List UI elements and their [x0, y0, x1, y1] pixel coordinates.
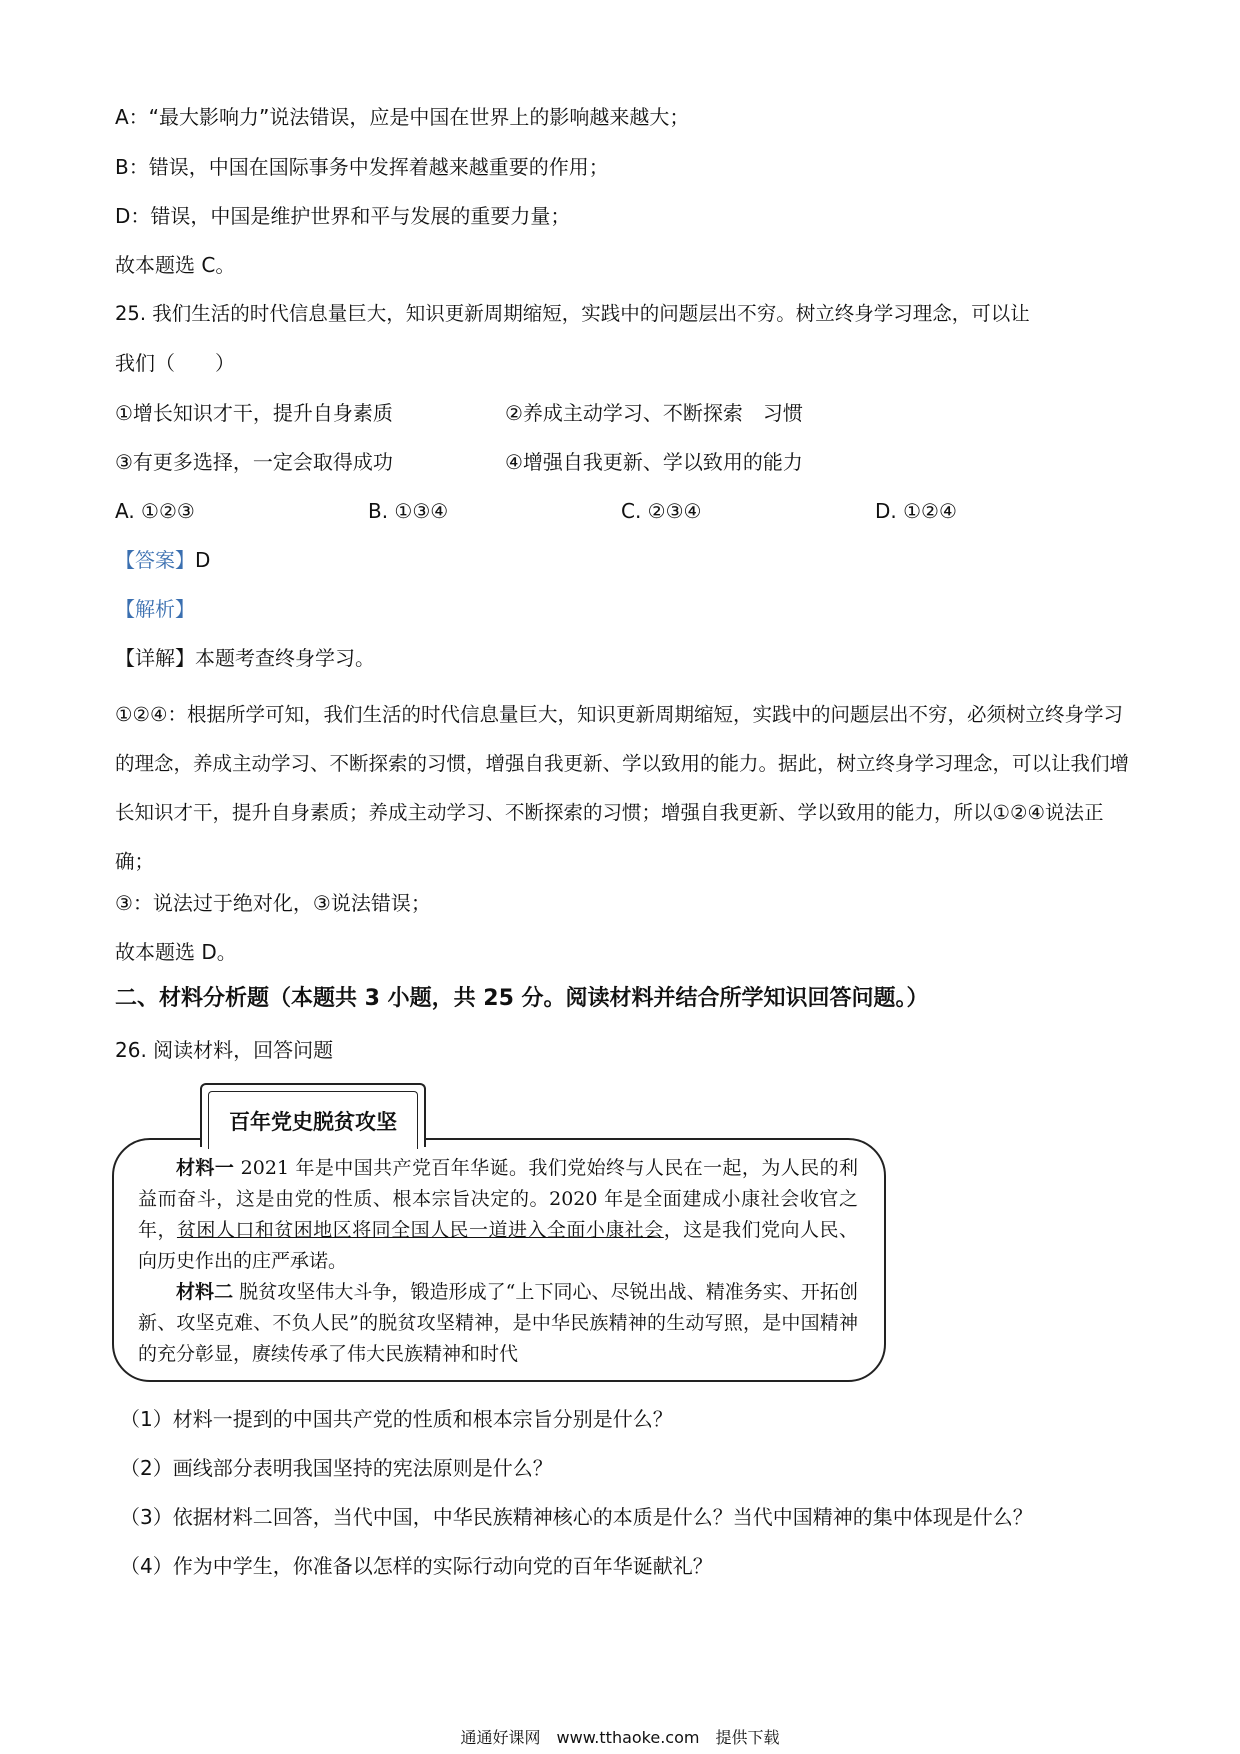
wrong-item-line: ③：说法过于绝对化，③说法错误； — [115, 891, 431, 915]
q25-option-a: A. ①②③ — [115, 499, 195, 523]
material-box-title: 百年党史脱贫攻坚 — [208, 1091, 418, 1149]
analysis-line-a: A：“最大影响力”说法错误，应是中国在世界上的影响越来越大； — [115, 105, 690, 129]
q25-stem: 25. 我们生活的时代信息量巨大，知识更新周期缩短，实践中的问题层出不穷。树立终身学习理念，可以让 — [115, 302, 1030, 325]
q26-subquestion-4: （4）作为中学生，你准备以怎样的实际行动向党的百年华诞献礼？ — [120, 1554, 713, 1578]
answer-value: D — [195, 548, 211, 572]
explanation-paragraph: ①②④：根据所学可知，我们生活的时代信息量巨大，知识更新周期缩短，实践中的问题层出不穷，必须树立终身学习的理念，养成主动学习、不断探索的习惯，增强自我更新、学以致用的能力。据此，树立终身学习理念，可以让我们增长知识才干，提升自身素质；养成主动学习、不断探索的习惯；增强自我更新、学以致用的能力，所以①②④说法正确； — [115, 703, 1130, 873]
q25-option-d: D. ①②④ — [875, 499, 957, 523]
q25-option-b: B. ①③④ — [368, 499, 449, 523]
q25-answer — [115, 545, 210, 575]
material-one-underlined: 贫困人口和贫困地区将同全国人民一道进入全面小康社会 — [176, 1219, 664, 1241]
q25-stem-cont: 我们（ ） — [115, 351, 235, 375]
page-footer: 通通好课网 www.tthaoke.com 提供下载 — [460, 1728, 780, 1747]
analysis-line-b: B：错误，中国在国际事务中发挥着越来越重要的作用； — [115, 155, 609, 179]
material-text — [138, 1153, 858, 1370]
material-two — [138, 1277, 858, 1370]
detail-line: 【详解】本题考查终身学习。 — [115, 646, 375, 670]
q25-conclusion: 故本题选 D。 — [115, 940, 237, 964]
material-one-text-end: ，这是我们党向人民、向历史作出的庄严承诺。 — [138, 1219, 858, 1272]
q25-item-4: ④增强自我更新、学以致用的能力 — [505, 450, 803, 474]
q25-item-1: ①增长知识才干，提升自身素质 — [115, 401, 393, 425]
material-box-tab — [200, 1083, 426, 1147]
material-one-label: 材料一 — [176, 1157, 235, 1179]
material-one-text: 2021 年是中国共产党百年华诞。我们党始终与人民在一起，为人民的利益而奋斗，这是由党的性质、根本宗旨决定的。2020 年是全面建成小康社会收官之年， — [138, 1157, 858, 1241]
q26-subquestion-1: （1）材料一提到的中国共产党的性质和根本宗旨分别是什么？ — [120, 1407, 673, 1431]
q25-item-3: ③有更多选择，一定会取得成功 — [115, 450, 393, 474]
material-two-text: 脱贫攻坚伟大斗争，锻造形成了“上下同心、尽锐出战、精准务实、开拓创新、攻坚克难、不负人民”的脱贫攻坚精神，是中华民族精神的生动写照，是中国精神的充分彰显，赓续传承了伟大民族精神和时代 — [138, 1281, 858, 1365]
q26-subquestion-3: （3）依据材料二回答，当代中国，中华民族精神核心的本质是什么？当代中国精神的集中体现是什么？ — [120, 1505, 1033, 1529]
material-one — [138, 1153, 858, 1277]
q25-option-c: C. ②③④ — [621, 499, 702, 523]
answer-label: 【答案】 — [115, 548, 195, 572]
prev-conclusion: 故本题选 C。 — [115, 253, 236, 277]
analysis-line-d: D：错误，中国是维护世界和平与发展的重要力量； — [115, 204, 571, 228]
analysis-label: 【解析】 — [115, 597, 195, 621]
q25-item-2: ②养成主动学习、不断探索 习惯 — [505, 401, 803, 425]
q26-subquestion-2: （2）画线部分表明我国坚持的宪法原则是什么？ — [120, 1456, 553, 1480]
section-heading: 二、材料分析题（本题共 3 小题，共 25 分。阅读材料并结合所学知识回答问题。） — [115, 986, 929, 1011]
q26-stem: 26. 阅读材料，回答问题 — [115, 1038, 334, 1062]
material-two-label: 材料二 — [176, 1281, 234, 1303]
